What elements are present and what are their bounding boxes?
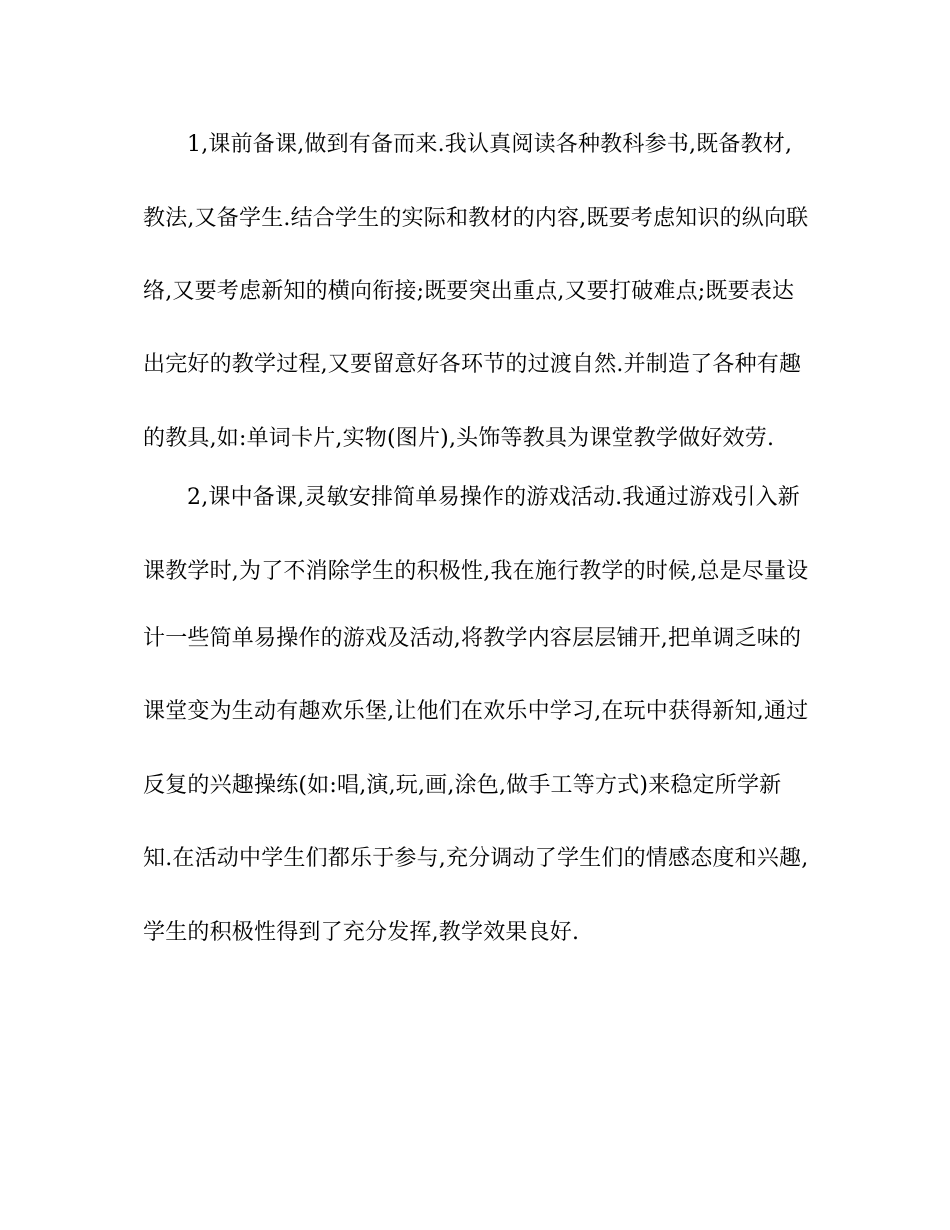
paragraph-1-line-2: 教法,又备学生.结合学生的实际和教材的内容,既要考虑知识的纵向联: [143, 206, 809, 231]
paragraph-2-line-2: 课教学时,为了不消除学生的积极性,我在施行教学的时候,总是尽量设: [143, 559, 809, 584]
paragraph-2-line-7: 学生的积极性得到了充分发挥,教学效果良好.: [143, 920, 580, 945]
paragraph-2-line-5: 反复的兴趣操练(如:唱,演,玩,画,涂色,做手工等方式)来稳定所学新: [143, 773, 782, 798]
paragraph-2-line-4: 课堂变为生动有趣欢乐堡,让他们在欢乐中学习,在玩中获得新知,通过: [143, 699, 809, 724]
paragraph-2-line-3: 计一些简单易操作的游戏及活动,将教学内容层层铺开,把单调乏味的: [143, 626, 802, 651]
paragraph-2-line-6: 知.在活动中学生们都乐于参与,充分调动了学生们的情感态度和兴趣,: [143, 846, 809, 871]
paragraph-2-line-1: 2,课中备课,灵敏安排简单易操作的游戏活动.我通过游戏引入新: [187, 485, 800, 510]
paragraph-1-line-5: 的教具,如:单词卡片,实物(图片),头饰等教具为课堂教学做好效劳.: [143, 426, 775, 451]
paragraph-1-line-4: 出完好的教学过程,又要留意好各环节的过渡自然.并制造了各种有趣: [143, 352, 802, 377]
paragraph-1-line-1: 1,课前备课,做到有备而来.我认真阅读各种教科参书,既备教材,: [187, 132, 793, 157]
paragraph-1-line-3: 络,又要考虑新知的横向衔接;既要突出重点,又要打破难点;既要表达: [143, 279, 795, 304]
